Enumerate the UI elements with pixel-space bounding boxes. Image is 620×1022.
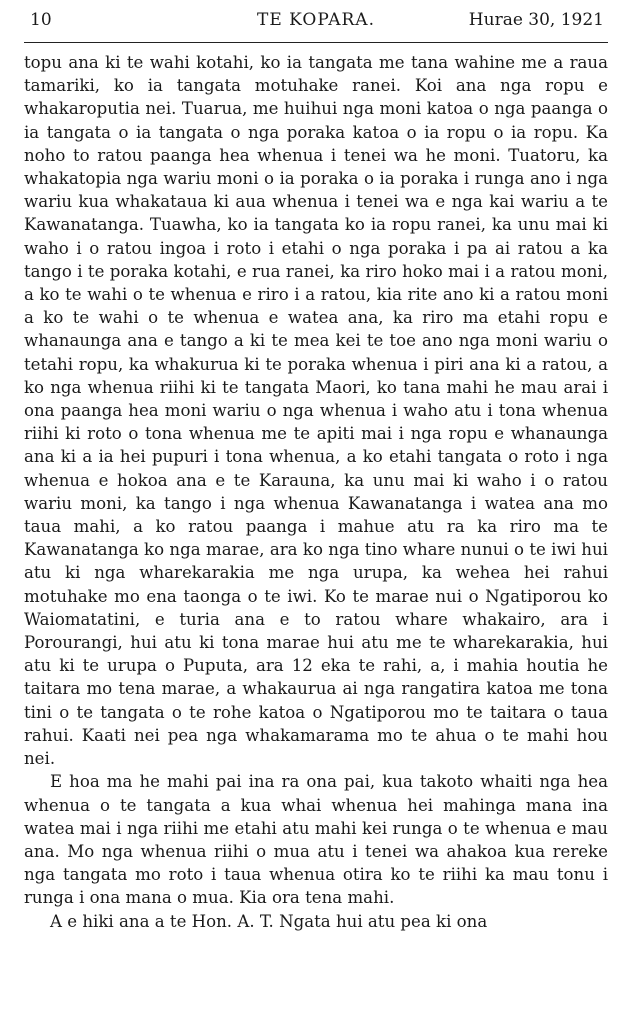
- paragraph: E hoa ma he mahi pai ina ra ona pai, kua takoto whaiti nga hea whenua o te tangata a kua whai whenua hei mahinga mana ina watea mai i nga riihi me etahi atu mahi kei runga o te whenua e mau ana. Mo nga whenua riihi o mua atu i tenei wa ahakoa kua rereke nga tangata mo roto i taua whenua otira ko te riihi ka mau tonu i runga i ona mana o mua. Kia ora tena mahi.: [24, 772, 608, 908]
- issue-date: Hurae 30, 1921: [468, 10, 604, 30]
- paragraph-continued: topu ana ki te wahi kotahi, ko ia tangata me tana wahine me a raua tamariki, ko ia tangata motuhake ranei. Koi ana nga ropu e whakaroputia nei. Tuarua, me huihui nga moni katoa o nga paanga o ia tangata o ia tangata o nga poraka katoa o ia ropu o ia ropu. Ka noho to ratou paanga hea whenua i tenei wa he moni. Tuatoru, ka whakatopia nga wariu moni o ia poraka o ia poraka i runga ano i nga wariu kua whakatauа ki aua whenua i tenei wa e nga kai wariu a te Kawanatanga. Tuawha, ko ia tangata ko ia ropu ranei, ka unu mai ki waho i o ratou ingoa i roto i etahi o nga poraka i pa ai ratou a ka tango i te poraka kotahi, e rua ranei, ka riro hoko mai i a ratou moni, a ko te wahi o te whenua e riro i a ratou, kia rite ano ki a ratou moni a ko te wahi o te whenua e watea ana, ka riro ma etahi ropu e whanaunga ana e tango a ki te mea kei te toe ano nga moni wariu o tetahi ropu, ka whakurua ki te poraka whenua i piri ana ki a ratou, a ko nga whenua riihi ki te tangata Maori, ko tana mahi he mau arai i ona paanga hea moni wariu o nga whenua i waho atu i tona whenua riihi ki roto o tona whenua me te apiti mai i nga ropu e whanaunga ana ki a ia hei pupuri i tona whenua, a ko etahi tangata o roto i nga whenua e hokoa ana e te Karauna, ka unu mai ki waho i o ratou wariu moni, ka tango i nga whenua Kawanatanga i watea ana mo taua mahi, a ko ratou paanga i mahue atu ra ka riro ma te Kawanatanga ko nga marae, ara ko nga tino whare nunui o te iwi hui atu ki nga wharekarakia me nga urupa, ka wehea hei rahui motuhake mo ena taonga o te iwi. Ko te marae nui o Ngatiporou ko Waiomatatini, e turia ana e to ratou whare whakairo, ara i Porourangi, hui atu ki tona marae hui atu me te wharekarakia, hui atu ki te urupa o Puputa, ara 12 eka te rahi, a, i mahia houtia he taitara mo tena marae, a whakaurua ai nga rangatira katoa me tona tini o te tangata o te rohe katoa o Ngatiporou mo te taitara o taua rahui. Kaati nei pea nga whakamarama mo te ahua o te mahi hou nei.: [24, 53, 608, 769]
- article-body: [24, 43, 608, 933]
- page-number: 10: [30, 10, 52, 30]
- publication-title: TE KOPARA.: [257, 10, 375, 30]
- paragraph: A e hiki ana a te Hon. A. T. Ngata hui atu pea ki ona: [50, 911, 488, 931]
- page-header: [24, 8, 608, 43]
